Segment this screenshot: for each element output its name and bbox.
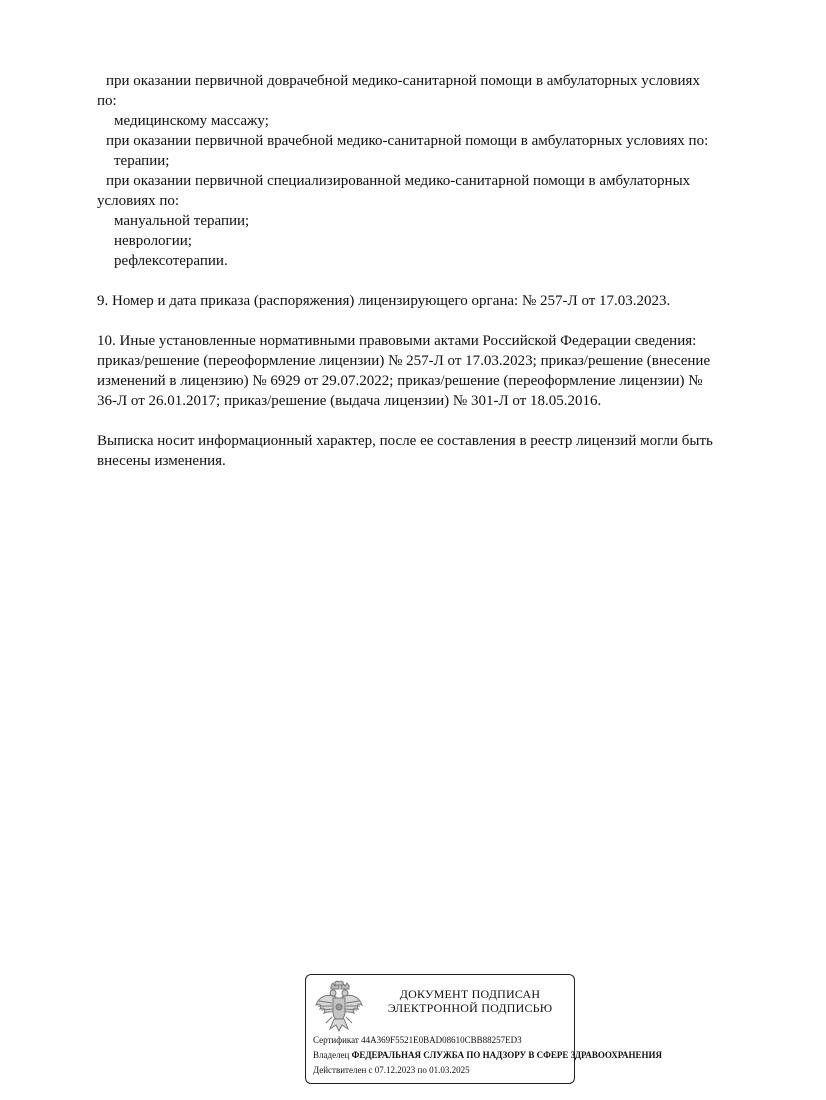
validity-line: Действителен с 07.12.2023 по 01.03.2025	[313, 1065, 470, 1075]
item-10-line: 10. Иные установленные нормативными правовыми актами Российской Федерации сведения:	[97, 333, 697, 349]
owner-value: ФЕДЕРАЛЬНАЯ СЛУЖБА ПО НАДЗОРУ В СФЕРЕ ЗДРАВООХРАНЕНИЯ	[351, 1050, 663, 1060]
item-9-text: 9. Номер и дата приказа (распоряжения) лицензирующего органа: № 257-Л от 17.03.2023.	[97, 293, 671, 309]
text-line: при оказании первичной врачебной медико-санитарной помощи в амбулаторных условиях по:	[106, 133, 709, 149]
text-line: мануальной терапии;	[114, 213, 250, 229]
text-line: терапии;	[114, 153, 170, 169]
item-10-line: приказ/решение (переоформление лицензии) № 257-Л от 17.03.2023; приказ/решение (внесение	[97, 353, 711, 369]
stamp-title-line: ДОКУМЕНТ ПОДПИСАН	[399, 987, 541, 1001]
item-10-line: 36-Л от 26.01.2017; приказ/решение (выдача лицензии) № 301-Л от 18.05.2016.	[97, 393, 602, 409]
paragraph-gap	[97, 271, 781, 291]
notice-line: Выписка носит информационный характер, после ее составления в реестр лицензий могли быть	[97, 433, 713, 449]
paragraph-gap	[97, 311, 781, 331]
text-line: неврологии;	[114, 233, 192, 249]
paragraph-gap	[97, 411, 781, 431]
owner-label: Владелец	[313, 1050, 350, 1060]
certificate-value: 44A369F5521E0BAD08610CBB88257ED3	[361, 1035, 522, 1045]
text-line: по:	[97, 93, 117, 109]
text-line: условиях по:	[97, 193, 180, 209]
text-line: медицинскому массажу;	[114, 113, 269, 129]
item-10-line: изменений в лицензию) № 6929 от 29.07.2022; приказ/решение (переоформление лицензии) №	[97, 373, 703, 389]
certificate-label: Сертификат	[313, 1035, 359, 1045]
certificate-line	[313, 1035, 522, 1046]
owner-line	[313, 1050, 662, 1061]
electronic-signature-stamp	[305, 974, 663, 1084]
text-line: при оказании первичной специализированной медико-санитарной помощи в амбулаторных	[106, 173, 691, 189]
russian-coat-of-arms-icon	[314, 981, 364, 1035]
notice-line: внесены изменения.	[97, 453, 226, 469]
text-line: рефлексотерапии.	[114, 253, 228, 269]
text-line: при оказании первичной доврачебной медико-санитарной помощи в амбулаторных условиях	[106, 73, 700, 89]
stamp-title-line: ЭЛЕКТРОННОЙ ПОДПИСЬЮ	[387, 1001, 553, 1015]
document-body	[97, 71, 781, 471]
stamp-title	[370, 987, 570, 1015]
